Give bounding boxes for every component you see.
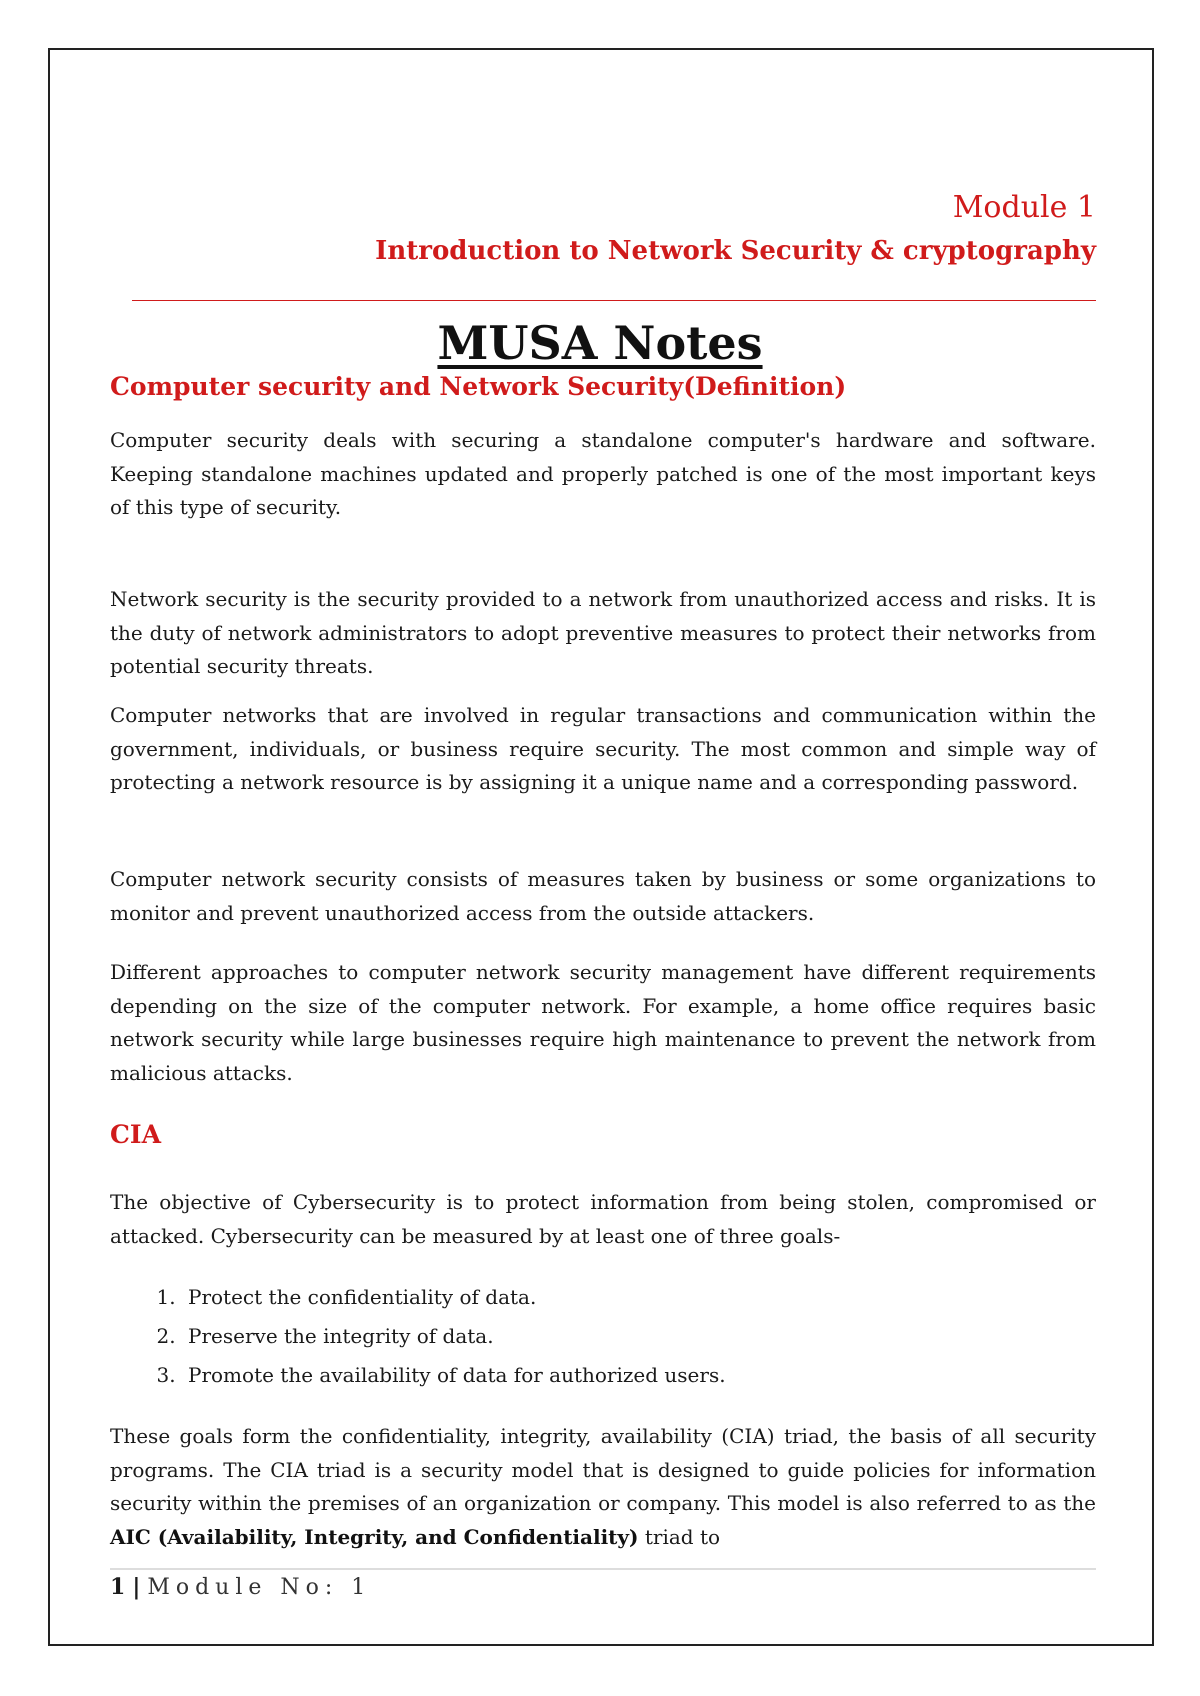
paragraph: Computer network security consists of measures taken by business or some organizations to monitor and prevent unauthorized access from the outside attackers.	[110, 867, 1096, 925]
page-footer	[110, 1574, 371, 1600]
section-heading-cia: CIA	[110, 1120, 161, 1149]
goals-list	[110, 1278, 726, 1395]
module-title: Module 1	[952, 190, 1096, 225]
page-number: 1	[110, 1574, 126, 1600]
aic-bold-term: AIC (Availability, Integrity, and Confidentiality)	[110, 1524, 639, 1549]
list-item: 3. Promote the availability of data for authorized users.	[182, 1356, 726, 1395]
footer-module-label: Module No: 1	[147, 1575, 372, 1600]
closing-text-end: triad to	[638, 1524, 721, 1549]
module-subtitle: Introduction to Network Security & cryptography	[375, 236, 1096, 266]
cia-closing-paragraph	[110, 1420, 1096, 1554]
page-border	[48, 48, 1154, 1646]
document-title: MUSA Notes	[437, 316, 763, 370]
closing-text: These goals form the confidentiality, integrity, availability (CIA) triad, the basis of all security programs. The CIA triad is a security model that is designed to guide policies for information security within the premises of an organization or company. This model is also referred to as the	[110, 1424, 1096, 1515]
section-heading-security-definition: Computer security and Network Security(Definition)	[110, 372, 847, 401]
footer-separator: |	[132, 1574, 141, 1600]
paragraph: Network security is the security provided to a network from unauthorized access and risks. It is the duty of network administrators to adopt preventive measures to protect their networks from potential security threats.	[110, 587, 1096, 678]
paragraph: Different approaches to computer network security management have different requirements depending on the size of the computer network. For example, a home office requires basic network security while large businesses require high maintenance to prevent the network from malicious attacks.	[110, 960, 1096, 1085]
footer-divider	[110, 1568, 1096, 1570]
header-divider	[132, 300, 1096, 301]
list-item: 1. Protect the confidentiality of data.	[182, 1278, 726, 1317]
list-item: 2. Preserve the integrity of data.	[182, 1317, 726, 1356]
paragraph: Computer security deals with securing a standalone computer's hardware and software. Keeping standalone machines updated and properly patched is one of the most important keys of this type of security.	[110, 428, 1096, 519]
paragraph: Computer networks that are involved in regular transactions and communication within the government, individuals, or business require security. The most common and simple way of protecting a network resource is by assigning it a unique name and a corresponding password.	[110, 703, 1096, 794]
cia-intro-paragraph: The objective of Cybersecurity is to protect information from being stolen, compromised or attacked. Cybersecurity can be measured by at least one of three goals-	[110, 1190, 1096, 1248]
